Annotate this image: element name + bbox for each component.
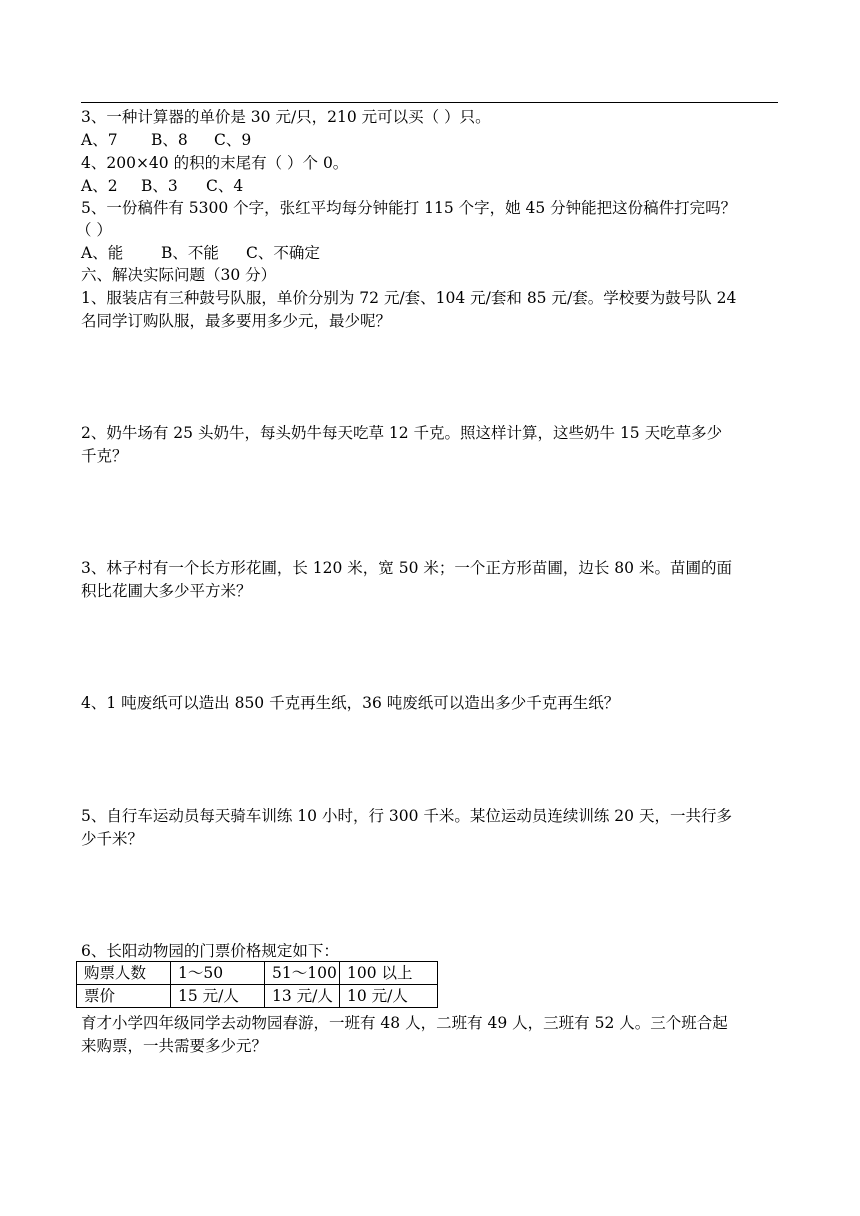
problem-2-line-2: 千克？ <box>81 447 128 465</box>
option-c: C、4 <box>206 177 244 195</box>
option-b: B、3 <box>141 177 178 195</box>
problem-3-line-1: 3、林子村有一个长方形花圃，长 120 米，宽 50 米；一个正方形苗圃，边长 80 米。苗圃的面 <box>81 559 732 577</box>
problem-6-line-1: 育才小学四年级同学去动物园春游，一班有 48 人，二班有 49 人，三班有 52 人。三个班合起 <box>81 1014 728 1032</box>
problem-1-line-1: 1、服装店有三种鼓号队服，单价分别为 72 元/套、104 元/套和 85 元/套。学校要为鼓号队 24 <box>81 289 737 307</box>
table-cell: 100 以上 <box>340 962 438 985</box>
question-3-text: 3、一种计算器的单价是 30 元/只，210 元可以买（ ）只。 <box>81 108 491 126</box>
option-a: A、2 <box>81 177 118 195</box>
header-rule <box>81 102 778 103</box>
option-c: C、9 <box>214 131 252 149</box>
problem-5-line-2: 少千米？ <box>81 830 144 848</box>
problem-6-intro: 6、长阳动物园的门票价格规定如下： <box>81 942 339 960</box>
option-c: C、不确定 <box>246 244 320 262</box>
table-cell: 13 元/人 <box>265 985 340 1008</box>
table-row <box>77 985 438 1008</box>
table-cell: 1～50 <box>171 962 265 985</box>
question-3-options <box>81 130 251 150</box>
question-4-text: 4、200×40 的积的末尾有（ ）个 0。 <box>81 154 349 172</box>
question-4-options <box>81 176 243 196</box>
option-b: B、不能 <box>161 244 219 262</box>
section-6-title: 六、解决实际问题（30 分） <box>81 266 277 284</box>
problem-3-line-2: 积比花圃大多少平方米？ <box>81 582 252 600</box>
table-cell: 票价 <box>77 985 171 1008</box>
ticket-price-table <box>76 961 438 1008</box>
table-cell: 10 元/人 <box>340 985 438 1008</box>
problem-1-line-2: 名同学订购队服，最多要用多少元，最少呢？ <box>81 312 392 330</box>
problem-4-line-1: 4、1 吨废纸可以造出 850 千克再生纸，36 吨废纸可以造出多少千克再生纸？ <box>81 694 620 712</box>
table-cell: 15 元/人 <box>171 985 265 1008</box>
table-row <box>77 962 438 985</box>
question-5-text: 5、一份稿件有 5300 个字，张红平均每分钟能打 115 个字，她 45 分钟能把这份稿件打完吗？ <box>81 199 737 217</box>
option-a: A、能 <box>81 244 124 262</box>
problem-5-line-1: 5、自行车运动员每天骑车训练 10 小时，行 300 千米。某位运动员连续训练 20 天，一共行多 <box>81 807 732 825</box>
option-b: B、8 <box>151 131 188 149</box>
question-5-options <box>81 243 320 263</box>
option-a: A、7 <box>81 131 118 149</box>
question-5-blank: （ ） <box>76 221 112 239</box>
problem-6-line-2: 来购票，一共需要多少元？ <box>81 1037 268 1055</box>
table-cell: 51～100 <box>265 962 340 985</box>
problem-2-line-1: 2、奶牛场有 25 头奶牛，每头奶牛每天吃草 12 千克。照这样计算，这些奶牛 15 天吃草多少 <box>81 424 723 442</box>
table-cell: 购票人数 <box>77 962 171 985</box>
